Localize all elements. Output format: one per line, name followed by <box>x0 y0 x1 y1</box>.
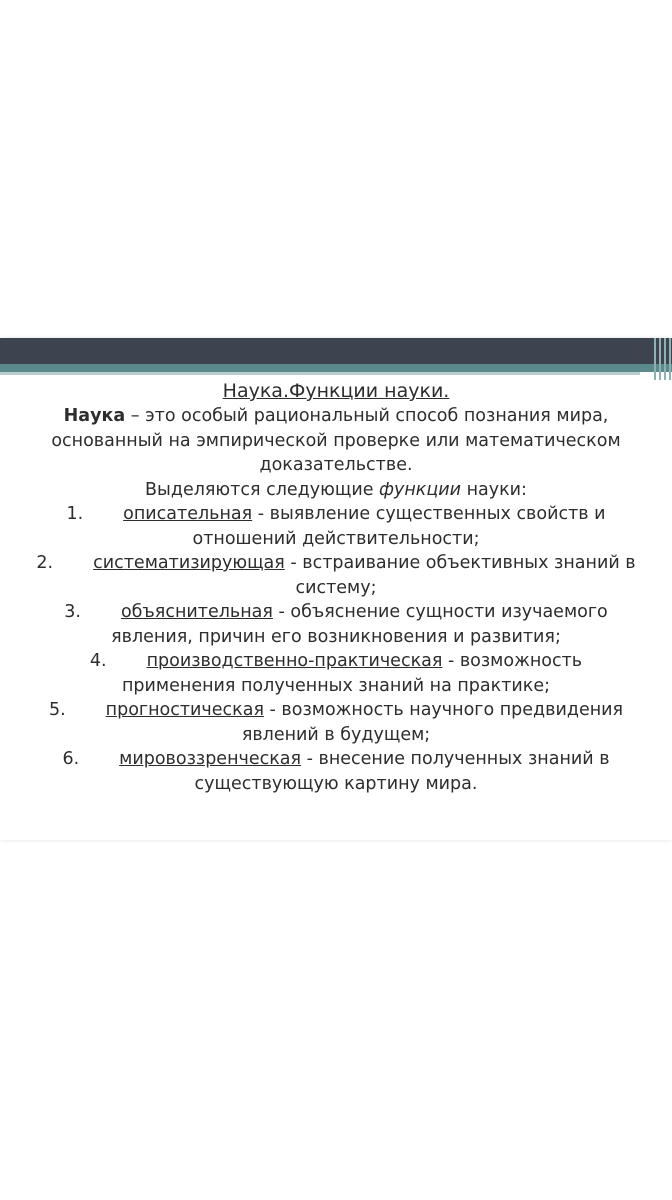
intro-emphasis: функции <box>379 479 462 500</box>
item-text: - возможность научного предвидения <box>263 700 624 720</box>
list-item-4-cont: применения полученных знаний на практике; <box>121 675 550 696</box>
list-item-5 <box>0 698 672 723</box>
list-item-2-cont: систему; <box>295 577 377 598</box>
item-term: объяснительная <box>120 602 273 622</box>
header-bar-teal <box>0 364 672 372</box>
list-item-2 <box>0 551 672 576</box>
item-term: систематизирующая <box>93 553 285 573</box>
slide-title: Наука.Функции науки. <box>222 380 450 402</box>
item-number: 1. <box>66 504 84 524</box>
header-bar-dark <box>0 338 672 364</box>
item-number: 2. <box>36 553 54 573</box>
list-item-1 <box>0 502 672 527</box>
item-number: 4. <box>89 651 107 671</box>
item-term: производственно-практическая <box>146 651 443 671</box>
intro-line: Выделяются следующие функции науки: <box>145 479 527 500</box>
slide-content <box>0 378 672 796</box>
item-text: - возможность <box>442 651 583 671</box>
item-term: прогностическая <box>105 700 264 720</box>
slide <box>0 338 672 840</box>
item-text: - внесение полученных знаний в <box>301 749 610 769</box>
header-bar-teal-light <box>0 372 640 375</box>
item-text: - выявление существенных свойств и <box>252 504 606 524</box>
definition-term: Наука <box>63 406 126 426</box>
list-item-4 <box>0 649 672 674</box>
list-item-1-cont: отношений действительности; <box>192 528 480 549</box>
definition-line-2: основанный на эмпирической проверке или математическом <box>51 430 621 451</box>
item-number: 3. <box>64 602 81 622</box>
list-item-5-cont: явлений в будущем; <box>241 724 431 745</box>
item-text: - объяснение сущности изучаемого <box>272 602 608 622</box>
item-text: - встраивание объективных знаний в <box>284 553 636 573</box>
item-term: мировоззренческая <box>119 749 302 769</box>
list-item-6 <box>0 747 672 772</box>
item-term: описательная <box>123 504 253 524</box>
list-item-3-cont: явления, причин его возникновения и развития; <box>111 626 561 647</box>
definition-line-1 <box>0 404 672 429</box>
header-accent-stripes <box>652 338 672 380</box>
list-item-6-cont: существующую картину мира. <box>194 773 478 794</box>
definition-line-3: доказательстве. <box>259 455 413 475</box>
definition-text: – это особый рациональный способ познания мира, <box>125 406 609 426</box>
list-item-3 <box>0 600 672 625</box>
item-number: 5. <box>48 700 66 720</box>
item-number: 6. <box>62 749 80 769</box>
